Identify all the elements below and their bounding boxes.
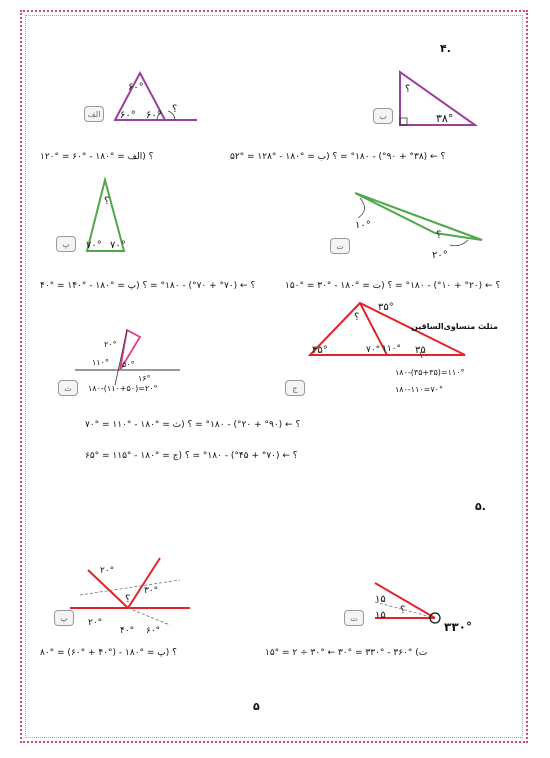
equation-se: ۷۰° = ۱۱۰° - ۱۸۰° = ؟ ← (۹۰° + ۲۰°) - ۱۸۰° = ؟ (ث bbox=[85, 420, 301, 430]
f7-angle-b: ۳۰° bbox=[144, 586, 159, 596]
badge-te5: ت bbox=[344, 610, 364, 626]
badge-te: ت bbox=[330, 238, 350, 254]
f3-question: ؟ bbox=[104, 196, 110, 207]
equation-te5: ۱۵° = ۲ ÷ ۳۰° ← ۳۰° = ۳۳۰° - ۳۶۰° (ت bbox=[265, 648, 428, 658]
equation-pe5: ۸۰° = (۶۰° + ۴۰°) - ۱۸۰° = ؟ (پ bbox=[40, 648, 177, 658]
page-number: ۵ bbox=[253, 700, 260, 713]
f4-angle-b: ۲۰° bbox=[432, 250, 448, 261]
f2-question: ؟ bbox=[405, 84, 411, 95]
f8-angle-b: ۱۵ bbox=[375, 610, 386, 621]
f5-calc: ۱۸۰-(۱۱۰+۵۰)=۲۰° bbox=[88, 384, 158, 393]
f4-question: ؟ bbox=[436, 230, 442, 241]
badge-be: ب bbox=[373, 108, 393, 124]
f5-angle-d: ۱۶° bbox=[138, 374, 151, 383]
f1-left-angle: ۶۰° bbox=[120, 110, 136, 121]
f8-question: ؟ bbox=[400, 605, 406, 616]
badge-alef: الف bbox=[84, 106, 104, 122]
f6-angle-a: ۳۵° bbox=[378, 302, 394, 313]
f5-angle-b: ۱۱۰° bbox=[92, 358, 109, 367]
f5-angle-c: ۵۰° bbox=[122, 360, 135, 369]
f2-angle: ۳۸° bbox=[436, 112, 454, 125]
f7-angle-e: ۶۰° bbox=[146, 626, 161, 636]
section-number-5: ۵. bbox=[475, 500, 486, 513]
f5-angle-a: ۲۰° bbox=[104, 340, 117, 349]
badge-pe: پ bbox=[56, 236, 76, 252]
f7-question: ؟ bbox=[125, 594, 131, 605]
f8-angle-a: ۱۵ bbox=[375, 594, 386, 605]
f1-question: ؟ bbox=[172, 104, 178, 115]
f6-angle-d: ۷۰° bbox=[366, 345, 381, 355]
f6-calc-2: ۱۸۰-۱۱۰=۷۰° bbox=[395, 385, 443, 394]
equation-be: ۵۲° = ۱۲۸° - ۱۸۰° = ؟ ← (۳۸° + ۹۰°) - ۱۸۰° = ؟ (ب bbox=[230, 152, 446, 162]
f6-angle-e: ۳۵ bbox=[415, 345, 426, 356]
section-number-4: ۴. bbox=[440, 42, 451, 55]
f3-right-angle: ۷۰° bbox=[110, 240, 126, 251]
f6-question: ؟ bbox=[354, 312, 360, 323]
f1-right-angle: ۶۰° bbox=[146, 110, 162, 121]
f6-angle-b: ۱۱۰° bbox=[382, 344, 402, 354]
f1-top-angle: ۶۰° bbox=[128, 82, 144, 93]
f8-angle-c: ۳۳۰° bbox=[444, 620, 472, 634]
equation-te: ۱۵۰° = ۳۰° - ۱۸۰° = ؟ ← (۲۰° + ۱۰°) - ۱۸۰° = ؟ (ت bbox=[285, 281, 501, 291]
f6-angle-c: ۴۵° bbox=[312, 345, 328, 356]
f6-calc-1: ۱۸۰-(۳۵+۳۵)=۱۱۰° bbox=[395, 368, 465, 377]
f7-angle-a: ۲۰° bbox=[100, 566, 115, 576]
equation-alef: ۱۲۰° = ۶۰° - ۱۸۰° = ؟ (الف bbox=[40, 152, 154, 162]
f7-angle-c: ۲۰° bbox=[88, 618, 103, 628]
equation-pe: ۴۰° = ۱۴۰° - ۱۸۰° = ؟ ← (۷۰° + ۷۰°) - ۱۸۰° = ؟ (پ bbox=[40, 281, 256, 291]
badge-jim: ج bbox=[285, 380, 305, 396]
f6-isosceles-label: مثلث متساوی‌الساقین bbox=[411, 322, 498, 331]
badge-pe5: پ bbox=[54, 610, 74, 626]
equation-jim: ۶۵° = ۱۱۵° - ۱۸۰° = ؟ ← (۷۰° + ۴۵°) - ۱۸۰° = ؟ (ج bbox=[85, 451, 298, 461]
f3-left-angle: ۷۰° bbox=[86, 240, 102, 251]
badge-se: ث bbox=[58, 380, 78, 396]
f7-angle-d: ۴۰° bbox=[120, 626, 135, 636]
f4-angle-a: ۱۰° bbox=[355, 220, 371, 231]
